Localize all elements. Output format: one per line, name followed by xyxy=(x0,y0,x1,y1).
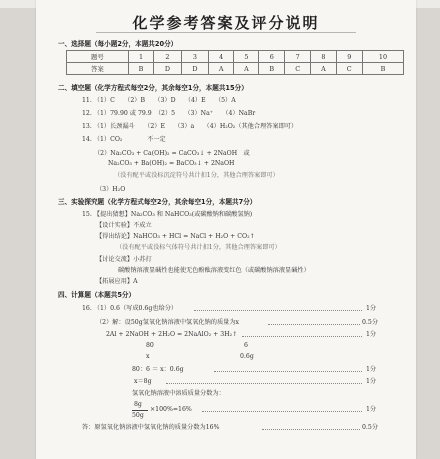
q15-4-line: （没有配平或没标气体符号共计扣1分，其他合理答案即可） xyxy=(116,244,281,251)
q16-x-result: x＝8g xyxy=(134,378,152,385)
q15-6-line: 碳酸钠溶液显碱性也能使无色酚酞溶液变红色（或碳酸钠溶液显碱性） xyxy=(118,267,310,274)
table-cell: B xyxy=(128,63,154,75)
q15-7-line: 【拓展应用】A xyxy=(96,278,138,285)
table-cell: 3 xyxy=(181,51,208,63)
table-cell: 8 xyxy=(311,51,336,63)
q14-2c-line: （没有配平或没标沉淀符号共计扣1分，其他合理答案即可） xyxy=(114,172,279,179)
table-cell: A xyxy=(311,63,336,75)
table-cell: D xyxy=(154,63,181,75)
table-cell: D xyxy=(181,63,208,75)
q16-fraction-label: 氢氧化钠溶液中溶质质量分数为： xyxy=(132,390,225,397)
leader-dots xyxy=(166,383,362,384)
q16-0-6g: 0.6g xyxy=(240,353,254,360)
table-cell: 9 xyxy=(336,51,362,63)
q14-2a-line: （2）Na₂CO₃ + Ca(OH)₂ = CaCO₃↓ + 2NaOH 或 xyxy=(94,150,250,157)
table-cell: B xyxy=(362,63,403,75)
table-cell: 1 xyxy=(128,51,154,63)
q15-2-line: 【设计实验】不成立 xyxy=(96,222,152,229)
table-cell: A xyxy=(234,63,259,75)
q15-1-line: 15. 【提出猜想】Na₂CO₃ 和 NaHCO₃(或碳酸钠和碳酸氢钠) xyxy=(82,211,253,218)
q11-line: 11. （1）C （2）B （3）D （4）E （5）A xyxy=(82,97,236,104)
section1-heading: 一、选择题（每小题2分，本题共20分） xyxy=(58,40,178,48)
fraction-bar xyxy=(132,410,148,411)
score-mark: 1分 xyxy=(366,378,377,385)
leader-dots xyxy=(202,411,362,412)
q15-3-line: 【得出结论】NaHCO₃ + HCl = NaCl + H₂O + CO₂↑ xyxy=(96,233,255,240)
q16-x: x xyxy=(146,353,150,360)
section4-heading: 四、计算题（本题共5分） xyxy=(58,291,136,299)
q16-molar-6: 6 xyxy=(244,342,248,349)
title-underline xyxy=(96,32,356,33)
leader-dots xyxy=(262,429,360,430)
fraction-result: ×100%=16% xyxy=(150,406,192,413)
leader-dots xyxy=(214,371,362,372)
table-cell: C xyxy=(285,63,311,75)
score-mark: 1分 xyxy=(366,331,377,338)
fraction-denominator: 50g xyxy=(132,412,144,419)
q14-1-line: 14. （1）CO₂ 不一定 xyxy=(82,136,166,143)
section3-heading: 三、实验探究题（化学方程式每空2分，其余每空1分，本题共7分） xyxy=(58,198,257,206)
table-cell: 6 xyxy=(259,51,285,63)
fraction-numerator: 8g xyxy=(134,401,142,408)
q16-ratio: 80：6 ＝ x：0.6g xyxy=(132,366,184,373)
score-mark: 1分 xyxy=(366,366,377,373)
table-cell: C xyxy=(336,63,362,75)
q16-1-line: 16. （1）0.6（写成0.6g也给分） xyxy=(82,305,178,312)
section2-heading: 二、填空题（化学方程式每空2分，其余每空1分，本题共15分） xyxy=(58,84,248,92)
leader-dots xyxy=(194,310,362,311)
q16-2-line: （2）解：设50g氢氧化钠溶液中氢氧化钠的质量为x xyxy=(96,319,240,326)
q14-2b-line: Na₂CO₃ + Ba(OH)₂ = BaCO₃↓ + 2NaOH xyxy=(108,160,235,167)
table-cell: 4 xyxy=(209,51,234,63)
q12-line: 12. （1）79.90 或 79.9 （2）5 （3）Na⁺ （4）NaBr xyxy=(82,110,256,117)
q13-line: 13. （1）长颈漏斗 （2）E （3）a （4）H₂O₂（其他合理答案即可） xyxy=(82,123,298,130)
score-mark: 1分 xyxy=(366,406,377,413)
table-row xyxy=(67,51,404,63)
table-cell: B xyxy=(259,63,285,75)
q15-5-line: 【讨论交流】小苏打 xyxy=(96,256,152,263)
table-cell: 2 xyxy=(154,51,181,63)
page-title: 化学参考答案及评分说明 xyxy=(132,14,320,32)
table-cell: 5 xyxy=(234,51,259,63)
score-mark: 1分 xyxy=(366,305,377,312)
q16-molar-80: 80 xyxy=(146,342,154,349)
table-cell: 题号 xyxy=(67,51,129,63)
score-mark: 0.5分 xyxy=(362,319,379,326)
answer-sheet xyxy=(36,0,416,459)
table-row xyxy=(67,63,404,75)
q16-equation: 2Al + 2NaOH + 2H₂O = 2NaAlO₂ + 3H₂↑ xyxy=(106,331,238,338)
score-mark: 0.5分 xyxy=(362,424,379,431)
table-cell: 答案 xyxy=(67,63,129,75)
q16-answer: 答：原氢氧化钠溶液中氢氧化钠的质量分数为16% xyxy=(82,424,220,431)
leader-dots xyxy=(268,324,360,325)
answer-table xyxy=(66,50,404,75)
table-cell: 10 xyxy=(362,51,403,63)
q14-3-line: （3）H₂O xyxy=(96,186,126,193)
table-cell: A xyxy=(209,63,234,75)
leader-dots xyxy=(242,336,362,337)
table-cell: 7 xyxy=(285,51,311,63)
